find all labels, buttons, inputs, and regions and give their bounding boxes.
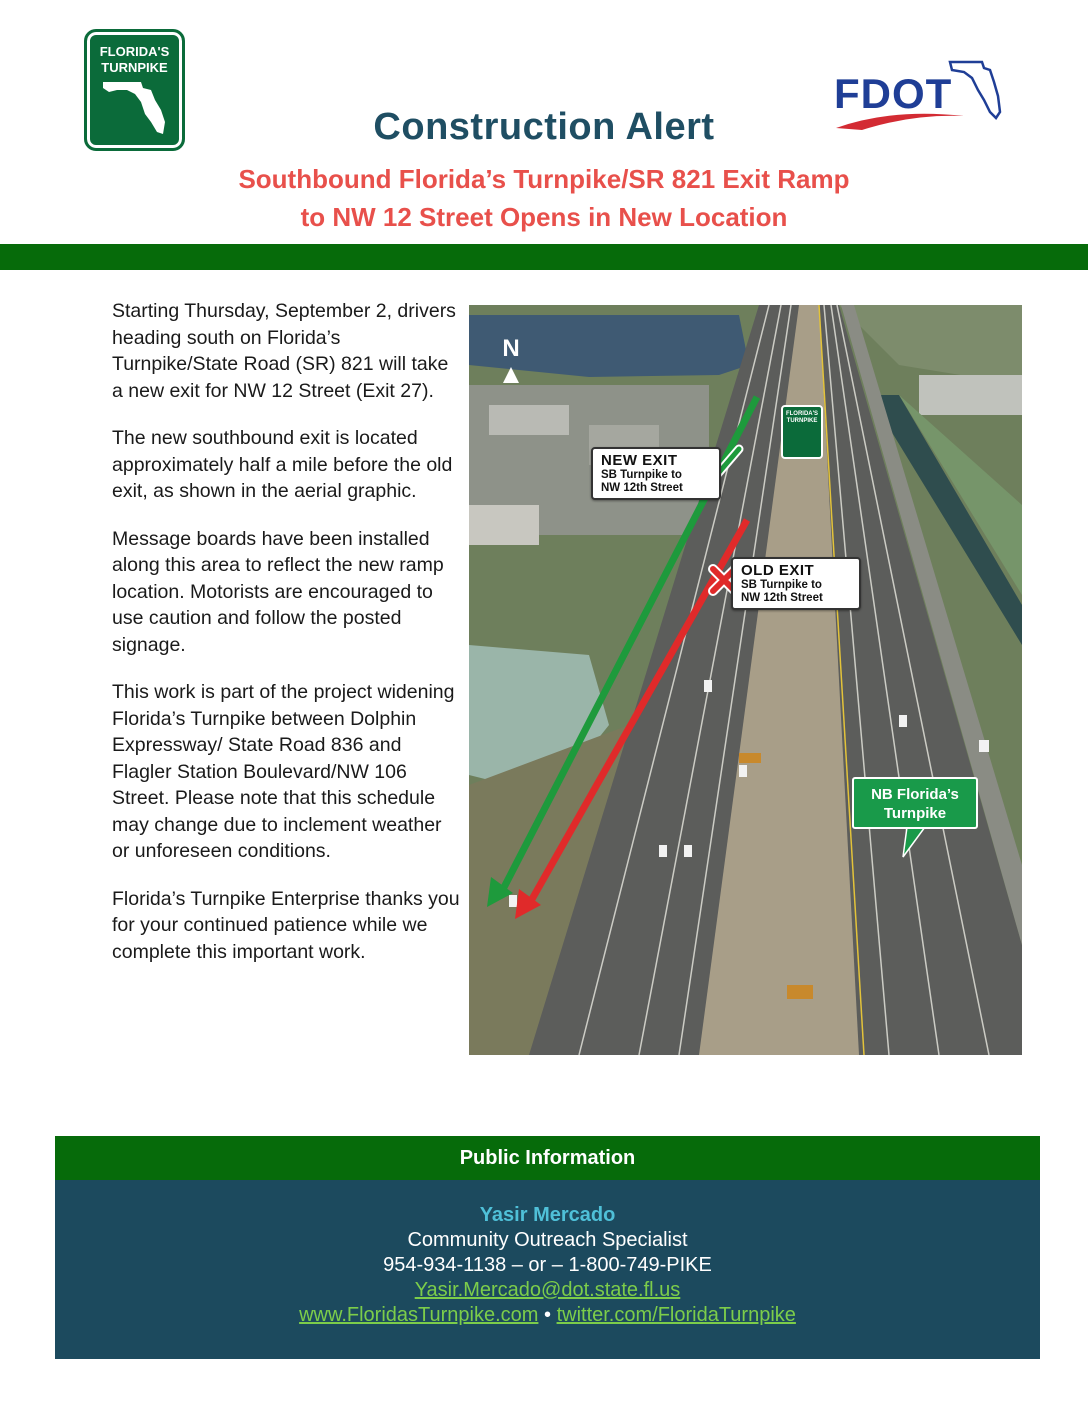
nb-callout-line-1: NB Florida’s — [871, 786, 959, 803]
contact-name: Yasir Mercado — [479, 1204, 616, 1226]
old-exit-title: OLD EXIT — [741, 562, 815, 579]
subtitle-line-2: to NW 12 Street Opens in New Location — [300, 202, 788, 232]
contact-email-link[interactable]: Yasir.Mercado@dot.state.fl.us — [414, 1279, 681, 1301]
nb-callout-line-2: Turnpike — [883, 805, 947, 822]
aerial-highway-graphic — [469, 305, 1022, 1055]
new-exit-line-2: NW 12th Street — [601, 482, 683, 494]
logo-text-turnpike: TURNPIKE — [101, 60, 168, 75]
paragraph-thanks: Florida’s Turnpike Enterprise thanks you for your continued patience while we complete this important work. — [112, 887, 460, 963]
twitter-link[interactable]: twitter.com/FloridaTurnpike — [556, 1304, 796, 1326]
website-link[interactable]: www.FloridasTurnpike.com — [299, 1304, 539, 1326]
body-copy — [112, 298, 464, 986]
paragraph-message-boards: Message boards have been installed along this area to reflect the new ramp location. Motorists are encouraged to use caution and follow the posted signage. — [112, 527, 444, 656]
old-exit-label — [731, 557, 861, 610]
paragraph-project-info: This work is part of the project widening Florida’s Turnpike between Dolphin Expressway/ State Road 836 and Flagler Station Boulevard/NW 106 Street. Please note that this schedule may change due to inclement weather or unforeseen conditions. — [112, 681, 455, 862]
mini-sign-line-2: TURNPIKE — [786, 418, 818, 424]
logo-text-florida: FLORIDA'S — [99, 44, 170, 59]
nb-turnpike-callout — [852, 777, 978, 829]
footer-heading: Public Information — [55, 1136, 1040, 1180]
contact-phones: 954-934-1138 – or – 1-800-749-PIKE — [383, 1254, 712, 1276]
new-exit-line-1: SB Turnpike to — [601, 469, 682, 481]
mini-sign-line-1: FLORIDA'S — [785, 411, 819, 417]
aerial-photo — [469, 305, 1022, 1055]
paragraph-start-date: Starting Thursday, September 2, drivers heading south on Florida’s Turnpike/State Road (SR) 821 will take a new exit for NW 12 Street (Exit 27). — [112, 300, 456, 402]
old-exit-line-1: SB Turnpike to — [741, 579, 822, 591]
new-exit-title: NEW EXIT — [601, 452, 678, 469]
subtitle-line-1: Southbound Florida’s Turnpike/SR 821 Exit Ramp — [238, 164, 850, 194]
header-divider-bar — [0, 244, 1088, 270]
fdot-wordmark: FDOT — [834, 70, 953, 117]
page-title: Construction Alert — [373, 106, 715, 148]
contact-block — [55, 1180, 1040, 1359]
new-exit-label — [591, 447, 721, 500]
paragraph-new-exit-location: The new southbound exit is located approximately half a mile before the old exit, as shown in the aerial graphic. — [112, 427, 453, 502]
turnpike-road-sign — [781, 405, 823, 459]
page-subtitle — [0, 160, 1088, 236]
contact-role: Community Outreach Specialist — [407, 1229, 688, 1251]
old-exit-line-2: NW 12th Street — [741, 592, 823, 604]
link-separator: • — [543, 1304, 551, 1326]
north-indicator: N — [502, 335, 520, 362]
